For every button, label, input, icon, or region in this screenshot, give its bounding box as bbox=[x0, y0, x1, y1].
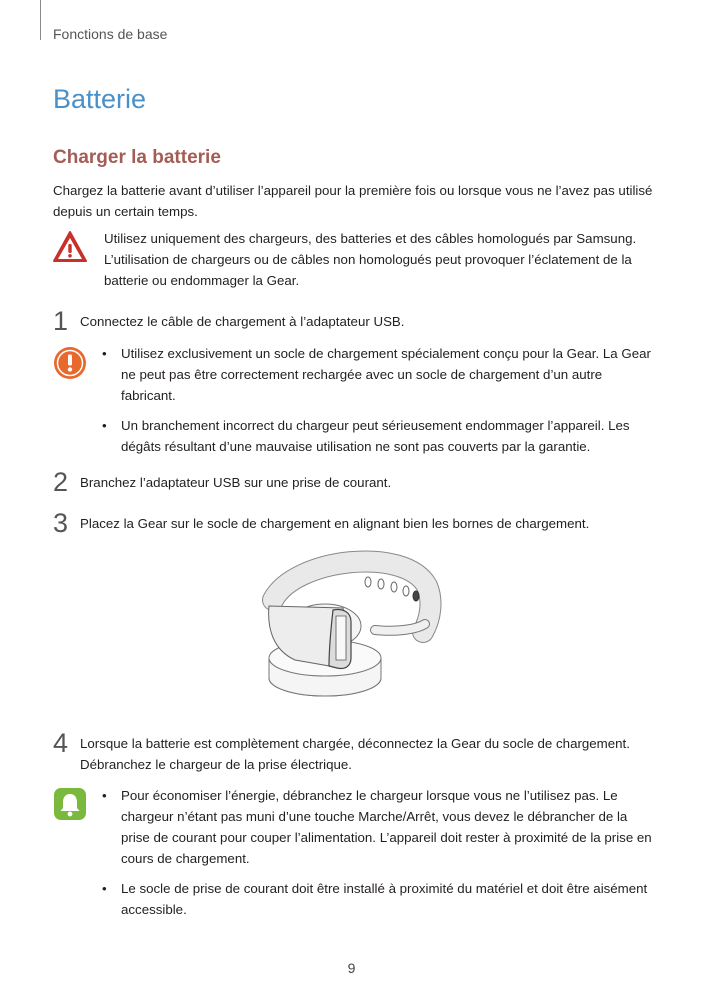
page-number: 9 bbox=[347, 960, 356, 976]
warning-icon bbox=[53, 230, 87, 264]
intro-paragraph: Chargez la batterie avant d’utiliser l’appareil pour la première fois ou lorsque vous ne l’avez pas utilisé depuis un certain temps. bbox=[53, 183, 653, 219]
section-header: Fonctions de base bbox=[53, 26, 168, 42]
header-divider bbox=[40, 0, 41, 40]
step-number: 1 bbox=[53, 306, 69, 336]
step-text: Connectez le câble de chargement à l’adaptateur USB. bbox=[80, 314, 405, 329]
bullet-text: Le socle de prise de courant doit être installé à proximité du matériel et doit être aisément accessible. bbox=[121, 881, 648, 917]
bullet-text: Un branchement incorrect du chargeur peut sérieusement endommager l’appareil. Les dégâts résultant d’une mauvaise utilisation ne sont pas couverts par la garantie. bbox=[121, 418, 630, 454]
list-item bbox=[102, 785, 654, 869]
list-item bbox=[102, 415, 654, 457]
step-text: Placez la Gear sur le socle de chargement en alignant bien les bornes de chargement. bbox=[80, 516, 590, 531]
list-item bbox=[102, 343, 654, 406]
bullet-text: Pour économiser l’énergie, débranchez le chargeur lorsque vous ne l’utilisez pas. Le chargeur n’étant pas muni d’une touche Marche/Arrêt, vous devez le débrancher de la prise de courant pour couper l’alimentation. L’appareil doit rester à proximité de la prise en cours de chargement. bbox=[121, 788, 652, 866]
caution-bullet-list bbox=[102, 343, 654, 466]
gear-charging-illustration bbox=[255, 548, 445, 708]
note-bullet-list bbox=[102, 785, 654, 929]
warning-text: Utilisez uniquement des chargeurs, des batteries et des câbles homologués par Samsung. L’utilisation de chargeurs ou de câbles non homologués peut provoquer l’éclatement de la batterie ou endommager la Gear. bbox=[104, 231, 637, 288]
bullet-marker: • bbox=[102, 418, 107, 433]
bullet-marker: • bbox=[102, 346, 107, 361]
step-number: 4 bbox=[53, 728, 69, 758]
bullet-marker: • bbox=[102, 788, 107, 803]
step-number: 3 bbox=[53, 508, 69, 538]
bullet-marker: • bbox=[102, 881, 107, 896]
list-item bbox=[102, 878, 654, 920]
step-text: Lorsque la batterie est complètement chargée, déconnectez la Gear du socle de chargement. Débranchez le chargeur de la prise électrique. bbox=[80, 736, 630, 772]
caution-icon bbox=[53, 346, 87, 380]
bullet-text: Utilisez exclusivement un socle de chargement spécialement conçu pour la Gear. La Gear ne peut pas être correctement rechargée avec un socle de chargement d’un autre fabricant. bbox=[121, 346, 651, 403]
bell-icon bbox=[53, 787, 87, 821]
step-number: 2 bbox=[53, 467, 69, 497]
section-subtitle: Charger la batterie bbox=[53, 147, 221, 168]
page-title: Batterie bbox=[53, 84, 147, 114]
step-text: Branchez l’adaptateur USB sur une prise de courant. bbox=[80, 475, 392, 490]
